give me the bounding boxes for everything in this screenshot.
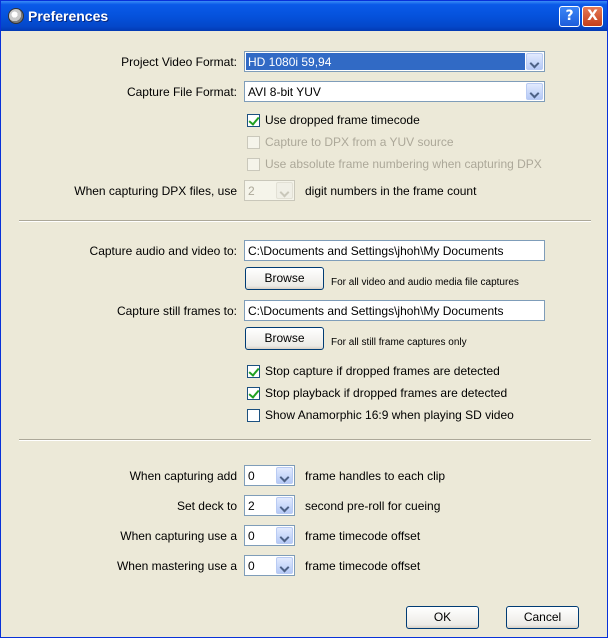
anamorphic-checkbox[interactable] xyxy=(247,409,260,422)
title-bar[interactable] xyxy=(1,1,607,31)
capture-offset-suffix: frame timecode offset xyxy=(305,529,421,543)
dpx-digits-suffix: digit numbers in the frame count xyxy=(305,184,477,198)
mastering-offset-select[interactable] xyxy=(244,555,295,576)
capture-av-hint: For all video and audio media file captures xyxy=(331,277,519,288)
capture-still-path-value: C:\Documents and Settings\jhoh\My Documents xyxy=(248,304,504,318)
chevron-down-icon[interactable] xyxy=(526,53,543,70)
preroll-select[interactable] xyxy=(244,495,295,516)
close-button[interactable]: X xyxy=(582,6,603,27)
chevron-down-icon[interactable] xyxy=(276,557,293,574)
preroll-suffix: second pre-roll for cueing xyxy=(305,499,441,513)
capture-offset-value: 0 xyxy=(248,529,255,543)
project-video-format-select[interactable] xyxy=(244,51,545,72)
capture-file-format-value: AVI 8-bit YUV xyxy=(248,85,321,99)
capture-file-format-select[interactable] xyxy=(244,81,545,102)
stop-playback-label: Stop playback if dropped frames are detected xyxy=(265,386,508,400)
preroll-label: Set deck to xyxy=(176,499,237,513)
stop-playback-checkbox[interactable] xyxy=(247,387,260,400)
chevron-down-icon[interactable] xyxy=(276,467,293,484)
dropped-frame-timecode-label: Use dropped frame timecode xyxy=(265,113,420,127)
separator xyxy=(19,439,591,441)
stop-capture-checkbox[interactable] xyxy=(247,365,260,378)
anamorphic-label: Show Anamorphic 16:9 when playing SD video xyxy=(265,408,514,422)
absolute-frame-numbering-label: Use absolute frame numbering when capturing DPX xyxy=(265,157,542,171)
absolute-frame-numbering-checkbox[interactable] xyxy=(247,158,260,171)
browse-av-button[interactable]: Browse xyxy=(245,267,324,290)
project-video-format-label: Project Video Format: xyxy=(121,55,237,69)
project-video-format-value: HD 1080i 59,94 xyxy=(246,53,525,70)
capture-offset-select[interactable] xyxy=(244,525,295,546)
separator xyxy=(19,220,591,222)
chevron-down-icon[interactable] xyxy=(276,182,293,199)
dpx-digits-select[interactable] xyxy=(244,180,295,201)
ok-button[interactable]: OK xyxy=(406,606,479,629)
capture-handles-suffix: frame handles to each clip xyxy=(305,469,446,483)
window-title: Preferences xyxy=(28,8,109,24)
cancel-button[interactable]: Cancel xyxy=(506,606,579,629)
dpx-digits-value: 2 xyxy=(248,184,255,198)
capture-dpx-yuv-checkbox[interactable] xyxy=(247,136,260,149)
mastering-offset-suffix: frame timecode offset xyxy=(305,559,421,573)
capture-still-path-input[interactable] xyxy=(244,300,545,321)
dropped-frame-timecode-checkbox[interactable] xyxy=(247,114,260,127)
preroll-value: 2 xyxy=(248,499,255,513)
capture-handles-label: When capturing add xyxy=(129,469,237,483)
capture-av-label: Capture audio and video to: xyxy=(89,244,237,258)
chevron-down-icon[interactable] xyxy=(276,527,293,544)
dpx-digits-prefix: When capturing DPX files, use xyxy=(74,184,237,198)
stop-capture-label: Stop capture if dropped frames are detected xyxy=(265,364,500,378)
capture-dpx-yuv-label: Capture to DPX from a YUV source xyxy=(265,135,454,149)
capture-offset-label: When capturing use a xyxy=(120,529,237,543)
capture-still-hint: For all still frame captures only xyxy=(331,337,467,348)
help-button[interactable]: ? xyxy=(559,6,580,27)
browse-still-button[interactable]: Browse xyxy=(245,327,324,350)
capture-file-format-label: Capture File Format: xyxy=(126,85,237,99)
mastering-offset-label: When mastering use a xyxy=(116,559,237,573)
capture-av-path-input[interactable] xyxy=(244,240,545,261)
chevron-down-icon[interactable] xyxy=(526,83,543,100)
app-icon xyxy=(8,8,24,24)
capture-av-path-value: C:\Documents and Settings\jhoh\My Documents xyxy=(248,244,504,258)
capture-handles-select[interactable] xyxy=(244,465,295,486)
chevron-down-icon[interactable] xyxy=(276,497,293,514)
capture-handles-value: 0 xyxy=(248,469,255,483)
mastering-offset-value: 0 xyxy=(248,559,255,573)
capture-still-label: Capture still frames to: xyxy=(116,304,237,318)
